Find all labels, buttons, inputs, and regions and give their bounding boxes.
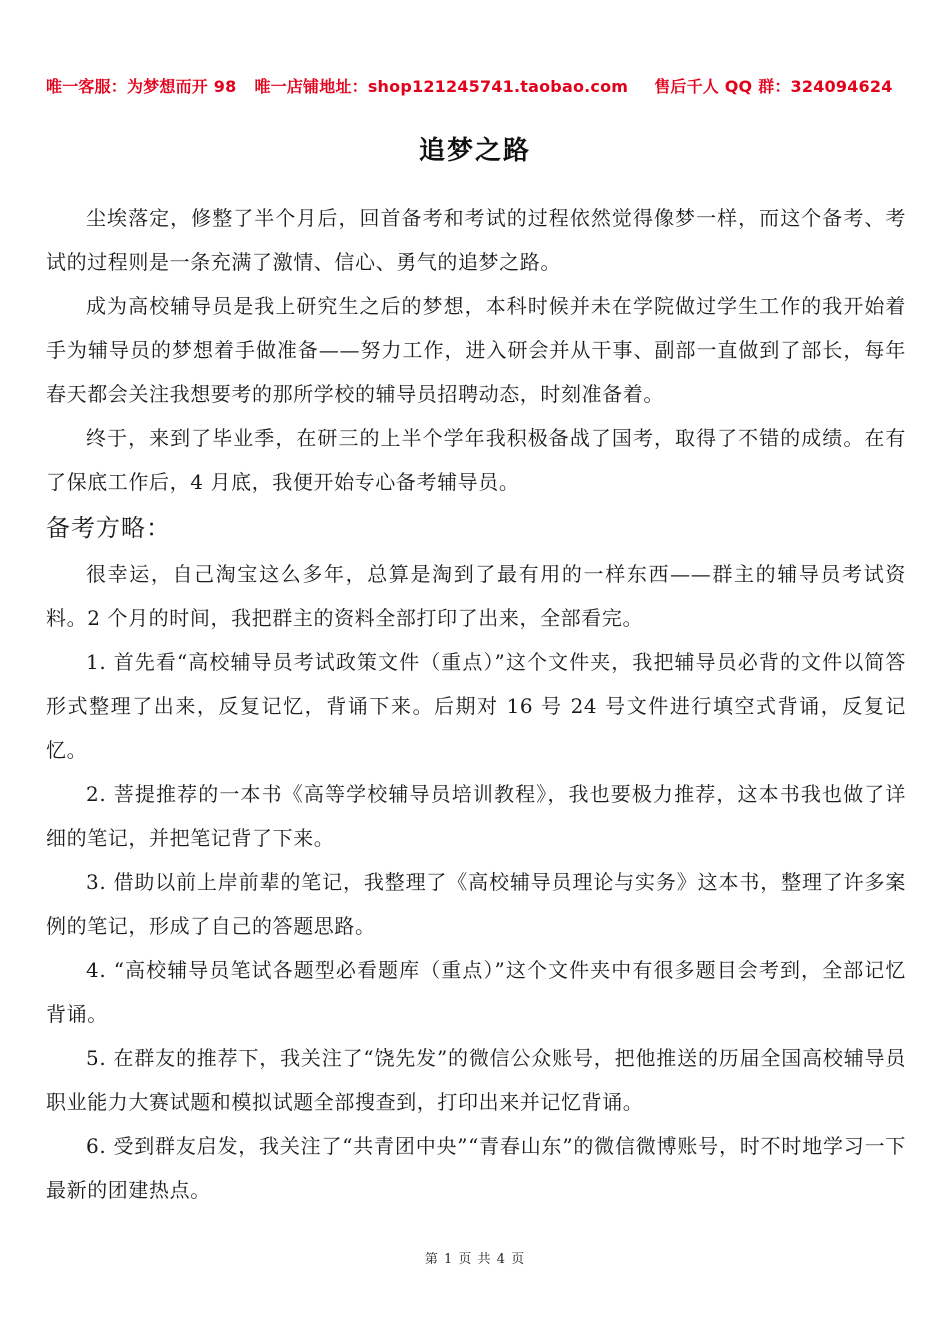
- document-body: [46, 196, 906, 1212]
- strategy-item-5: 5. 在群友的推荐下，我关注了“饶先发”的微信公众账号，把他推送的历届全国高校辅导员职业能力大赛试题和模拟试题全部搜查到，打印出来并记忆背诵。: [46, 1046, 906, 1114]
- paragraph: 终于，来到了毕业季，在研三的上半个学年我积极备战了国考，取得了不错的成绩。在有了保底工作后，4 月底，我便开始专心备考辅导员。: [46, 426, 906, 494]
- strategy-item-6: 6. 受到群友启发，我关注了“共青团中央”“青春山东”的微信微博账号，时不时地学习一下最新的团建热点。: [46, 1134, 906, 1202]
- strategy-item-1: 1. 首先看“高校辅导员考试政策文件（重点）”这个文件夹，我把辅导员必背的文件以简答形式整理了出来，反复记忆，背诵下来。后期对 16 号 24 号文件进行填空式背诵，反复记忆。: [46, 650, 906, 762]
- customer-service-text: 唯一客服：为梦想而开 98: [46, 77, 237, 96]
- qq-group-text: 售后千人 QQ 群：324094624: [654, 77, 893, 96]
- strategy-item-4: 4. “高校辅导员笔试各题型必看题库（重点）”这个文件夹中有很多题目会考到，全部记忆背诵。: [46, 958, 906, 1026]
- strategy-item-3: 3. 借助以前上岸前辈的笔记，我整理了《高校辅导员理论与实务》这本书，整理了许多案例的笔记，形成了自己的答题思路。: [46, 870, 906, 938]
- shop-address-text: 唯一店铺地址：shop121245741.taobao.com: [254, 77, 629, 96]
- shop-header-banner: [46, 74, 916, 97]
- paragraph: 尘埃落定，修整了半个月后，回首备考和考试的过程依然觉得像梦一样，而这个备考、考试的过程则是一条充满了激情、信心、勇气的追梦之路。: [46, 206, 906, 274]
- document-title: 追梦之路: [418, 136, 531, 166]
- page-number-footer: 第 1 页 共 4 页: [424, 1252, 526, 1267]
- paragraph: 成为高校辅导员是我上研究生之后的梦想，本科时候并未在学院做过学生工作的我开始着手为辅导员的梦想着手做准备——努力工作，进入研会并从干事、副部一直做到了部长，每年春天都会关注我想要考的那所学校的辅导员招聘动态，时刻准备着。: [46, 294, 906, 406]
- strategy-item-2: 2. 菩提推荐的一本书《高等学校辅导员培训教程》，我也要极力推荐，这本书我也做了详细的笔记，并把笔记背了下来。: [46, 782, 906, 850]
- paragraph: 很幸运，自己淘宝这么多年，总算是淘到了最有用的一样东西——群主的辅导员考试资料。2 个月的时间，我把群主的资料全部打印了出来，全部看完。: [46, 562, 906, 630]
- section-heading: 备考方略：: [46, 514, 171, 542]
